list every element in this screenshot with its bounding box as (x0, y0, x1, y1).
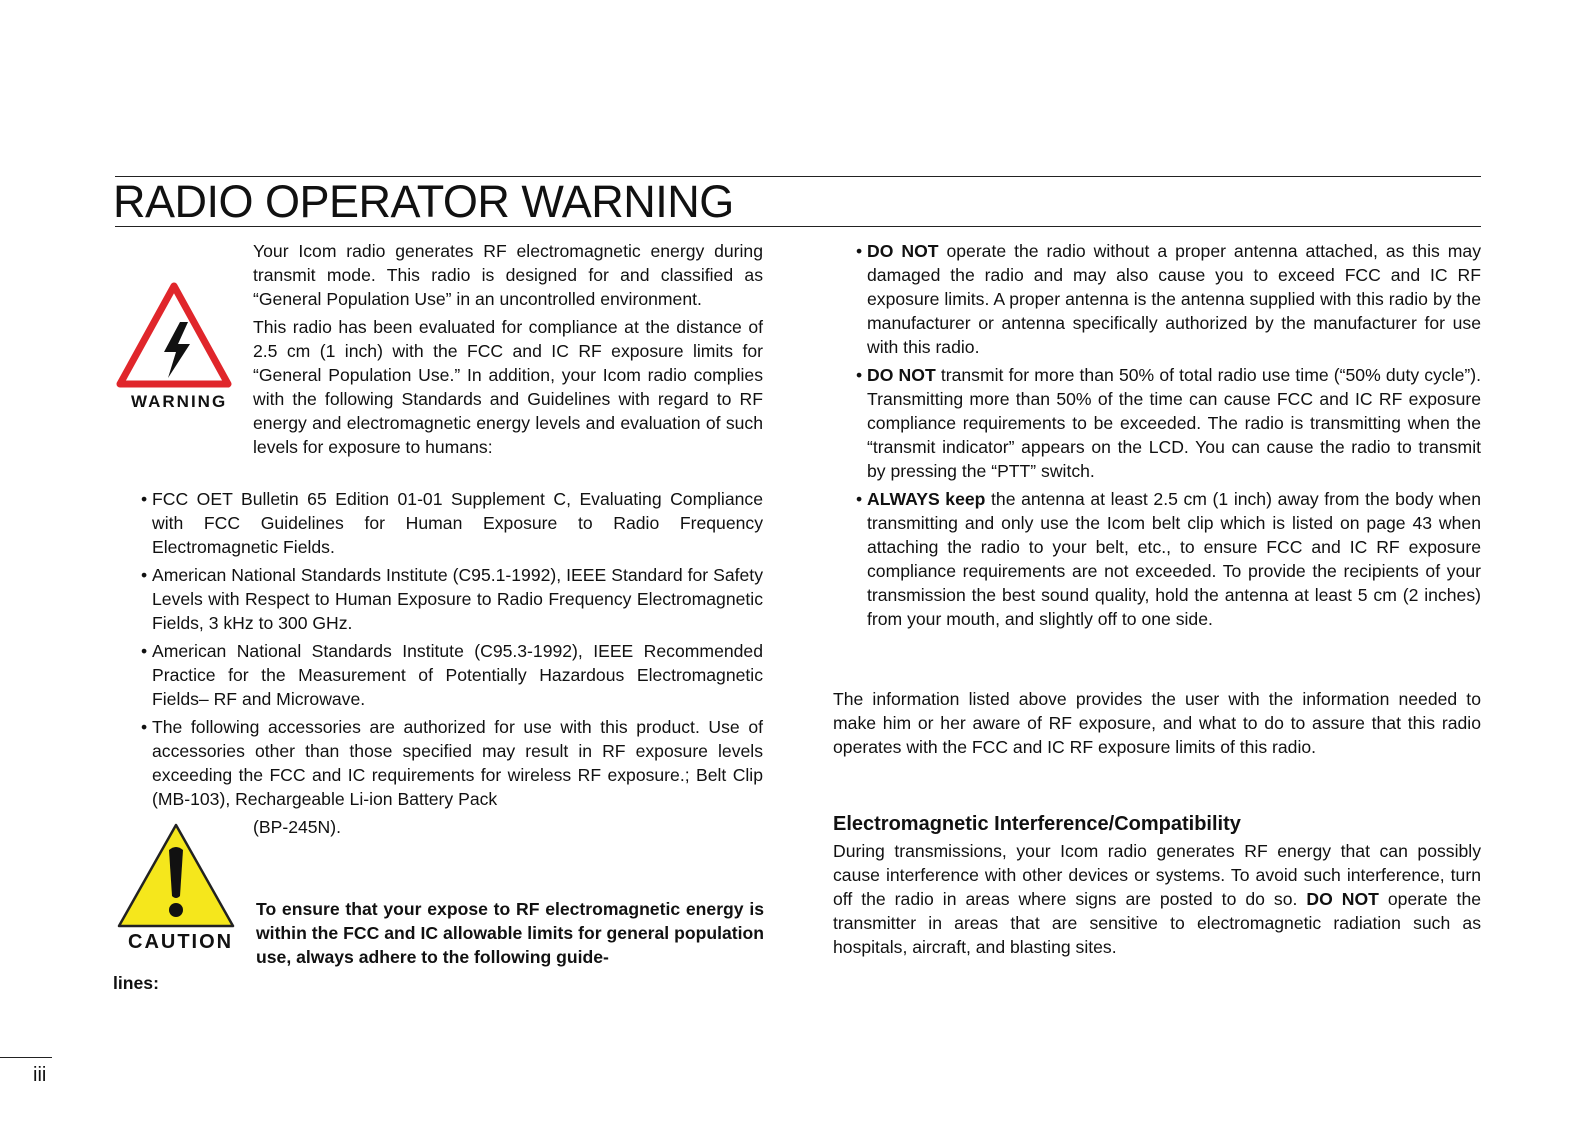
standard-text: The following accessories are authorized for use with this product. Use of accessories other than those specified may result in RF exposure levels exceeding the FCC and IC requirements for wireless RF exposure.; Belt Clip (MB-103), Rechargeable Li-ion Battery Pack (152, 717, 763, 809)
guideline-text: transmit for more than 50% of total radio use time (“50% duty cycle”). Transmitting more than 50% of the time can cause FCC and IC RF exposure compliance requirements to be exceeded. The radio is transmitting when the “transmit indicator” appears on the LCD. You can cause the radio to transmit by pressing the “PTT” switch. (867, 365, 1481, 481)
footer-rule (0, 1057, 52, 1058)
intro-text (253, 239, 763, 459)
guideline-lead: DO NOT (867, 241, 939, 261)
bullet-marker: • (141, 489, 148, 509)
battery-model: (BP-245N). (253, 817, 341, 837)
caution-exclamation-icon (115, 822, 237, 930)
summary-paragraph: The information listed above provides the user with the information needed to make him or her aware of RF exposure, and what to do to assure that this radio operates with the FCC and IC RF exposure limits of this radio. (833, 689, 1481, 757)
emi-paragraph (833, 839, 1481, 959)
standard-text: American National Standards Institute (C95.3-1992), IEEE Recommended Practice for the Measurement of Potentially Hazardous Electromagnetic Fields– RF and Microwave. (152, 641, 763, 709)
list-item (856, 239, 1481, 359)
list-item (141, 563, 763, 635)
caution-icon-label: CAUTION (128, 931, 234, 953)
guidelines-list (856, 239, 1481, 635)
list-item (141, 487, 763, 559)
emi-text: operate the transmitter in areas that are sensitive to electromagnetic radiation such as hospitals, aircraft, and blasting sites. (833, 889, 1482, 957)
bullet-marker: • (141, 641, 148, 661)
intro-paragraph: Your Icom radio generates RF electromagnetic energy during transmit mode. This radio is designed for and classified as “General Population Use” in an uncontrolled environment. (253, 241, 763, 309)
guideline-lead: DO NOT (867, 365, 936, 385)
bullet-marker: • (141, 717, 148, 737)
caution-text-end: lines: (113, 973, 159, 993)
list-item (856, 487, 1481, 631)
section-heading: Electromagnetic Interference/Compatibility (833, 813, 1241, 835)
guideline-lead: ALWAYS keep (867, 489, 986, 509)
emi-text: During transmissions, your Icom radio generates RF energy that can possibly cause interference with other devices or systems. To avoid such interference, turn off the radio in areas where signs are posted to do so. (833, 841, 1481, 909)
page-number: iii (33, 1064, 47, 1086)
standard-text: American National Standards Institute (C95.1-1992), IEEE Standard for Safety Levels with Respect to Human Exposure to Radio Frequency Electromagnetic Fields, 3 kHz to 300 GHz. (152, 565, 763, 633)
list-item (141, 715, 763, 811)
guideline-text: the antenna at least 2.5 cm (1 inch) away from the body when transmitting and only use the Icom belt clip which is listed on page 43 when attaching the radio to your belt, etc., to ensure FCC and IC RF exposure compliance requirements are not exceeded. To provide the recipients of your transmission the best sound quality, hold the antenna at least 5 cm (2 inches) from your mouth, and slightly off to one side. (867, 489, 1481, 629)
bullet-marker: • (856, 241, 863, 261)
warning-icon-label: WARNING (131, 392, 228, 411)
emi-emphasis: DO NOT (1306, 889, 1379, 909)
guideline-text: operate the radio without a proper antenna attached, as this may damaged the radio and may also cause you to exceed FCC and IC RF exposure limits. A proper antenna is the antenna supplied with this radio by the manufacturer or antenna specifically authorized by the manufacturer for use with this radio. (867, 241, 1481, 357)
intro-paragraph: This radio has been evaluated for compliance at the distance of 2.5 cm (1 inch) with the FCC and IC RF exposure limits for “General Population Use.” In addition, your Icom radio complies with the following Standards and Guidelines with regard to RF energy and electromagnetic energy levels and evaluation of such levels for exposure to humans: (253, 317, 763, 457)
title-bottom-rule (115, 226, 1481, 227)
caution-text: To ensure that your expose to RF electromagnetic energy is within the FCC and IC allowable limits for general population use, always adhere to the following guide- (256, 899, 764, 967)
page-title: RADIO OPERATOR WARNING (113, 176, 734, 227)
bullet-marker: • (856, 489, 863, 509)
list-item (856, 363, 1481, 483)
standard-text: FCC OET Bulletin 65 Edition 01-01 Supplement C, Evaluating Compliance with FCC Guidelines for Human Exposure to Radio Frequency Electromagnetic Fields. (152, 489, 763, 557)
bullet-marker: • (141, 565, 148, 585)
list-item (141, 639, 763, 711)
high-voltage-warning-icon (116, 282, 232, 390)
bullet-marker: • (856, 365, 863, 385)
standards-list (141, 487, 763, 815)
